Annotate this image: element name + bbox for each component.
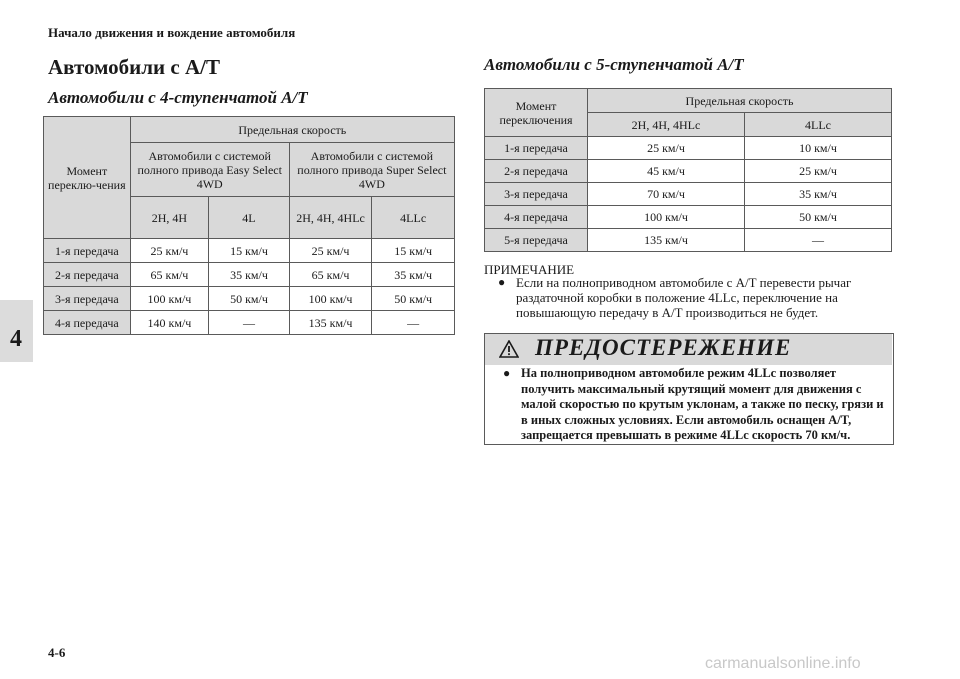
subheader: 2H, 4H, 4HLc <box>588 113 745 137</box>
subheader: 4LLc <box>372 197 455 239</box>
speed-cell: 135 км/ч <box>588 229 745 252</box>
speed-cell: 25 км/ч <box>588 137 745 160</box>
warning-triangle-icon <box>499 340 519 358</box>
table-row <box>44 287 455 311</box>
speed-cell: 100 км/ч <box>130 287 209 311</box>
speed-cell: 100 км/ч <box>289 287 372 311</box>
header-moment: Момент переключения <box>485 89 588 137</box>
table-row <box>485 229 892 252</box>
speed-cell: — <box>745 229 892 252</box>
speed-cell: — <box>372 311 455 335</box>
speed-cell: 35 км/ч <box>372 263 455 287</box>
table-row <box>485 160 892 183</box>
speed-table-5speed <box>484 88 892 252</box>
speed-cell: 25 км/ч <box>289 239 372 263</box>
header-speed: Предельная скорость <box>588 89 892 113</box>
section-title: Автомобили с A/T <box>48 55 220 79</box>
speed-table-4speed <box>43 116 455 335</box>
speed-cell: 50 км/ч <box>745 206 892 229</box>
speed-cell: 35 км/ч <box>209 263 290 287</box>
page-number: 4-6 <box>48 645 66 660</box>
gear-label: 3-я передача <box>44 287 131 311</box>
subheader: 4LLc <box>745 113 892 137</box>
gear-label: 1-я передача <box>44 239 131 263</box>
speed-cell: 70 км/ч <box>588 183 745 206</box>
speed-cell: 15 км/ч <box>372 239 455 263</box>
gear-label: 2-я передача <box>485 160 588 183</box>
table-row <box>485 183 892 206</box>
speed-cell: 65 км/ч <box>289 263 372 287</box>
gear-label: 5-я передача <box>485 229 588 252</box>
chapter-number: 4 <box>10 326 22 352</box>
bullet-icon: ● <box>498 275 506 289</box>
table-row <box>44 311 455 335</box>
note-text: Если на полноприводном автомобиле с A/T перевести рычаг раздаточной коробки в положение 4LLc, переключение на повышающую передачу в A/T производиться не будет. <box>516 275 852 320</box>
table-row <box>44 239 455 263</box>
table-row <box>485 137 892 160</box>
gear-label: 4-я передача <box>485 206 588 229</box>
speed-cell: 135 км/ч <box>289 311 372 335</box>
header-super-select: Автомобили с системой полного привода Super Select 4WD <box>289 143 454 197</box>
subsection-title-4speed: Автомобили с 4-ступенчатой A/T <box>48 88 308 107</box>
warning-title: ПРЕДОСТЕРЕЖЕНИЕ <box>535 335 792 360</box>
watermark: carmanualsonline.info <box>705 655 861 672</box>
warning-text: На полноприводном автомобиле режим 4LLc позволяет получить максимальный крутящий момент для движения с малой скоростью по крутым уклонам, а также по песку, грязи и в иных сложных условиях. Если автомобиль оснащен A/T, запрещается превышать в режиме 4LLc скорость 70 км/ч. <box>521 366 884 442</box>
speed-cell: 10 км/ч <box>745 137 892 160</box>
note-title: ПРИМЕЧАНИЕ <box>484 262 575 277</box>
speed-cell: 15 км/ч <box>209 239 290 263</box>
speed-cell: 25 км/ч <box>745 160 892 183</box>
speed-cell: 140 км/ч <box>130 311 209 335</box>
speed-cell: 100 км/ч <box>588 206 745 229</box>
table-row <box>44 263 455 287</box>
speed-cell: — <box>209 311 290 335</box>
header-easy-select: Автомобили с системой полного привода Easy Select 4WD <box>130 143 289 197</box>
subheader: 2H, 4H <box>130 197 209 239</box>
speed-cell: 45 км/ч <box>588 160 745 183</box>
table-row <box>485 206 892 229</box>
speed-cell: 50 км/ч <box>372 287 455 311</box>
subheader: 4L <box>209 197 290 239</box>
gear-label: 1-я передача <box>485 137 588 160</box>
speed-cell: 50 км/ч <box>209 287 290 311</box>
subsection-title-5speed: Автомобили с 5-ступенчатой A/T <box>484 55 744 74</box>
bullet-icon: ● <box>503 366 511 380</box>
gear-label: 3-я передача <box>485 183 588 206</box>
subheader: 2H, 4H, 4HLc <box>289 197 372 239</box>
gear-label: 2-я передача <box>44 263 131 287</box>
speed-cell: 25 км/ч <box>130 239 209 263</box>
header-moment: Момент переклю-чения <box>44 117 131 239</box>
speed-cell: 35 км/ч <box>745 183 892 206</box>
header-speed: Предельная скорость <box>130 117 454 143</box>
speed-cell: 65 км/ч <box>130 263 209 287</box>
running-header: Начало движения и вождение автомобиля <box>48 25 296 40</box>
gear-label: 4-я передача <box>44 311 131 335</box>
